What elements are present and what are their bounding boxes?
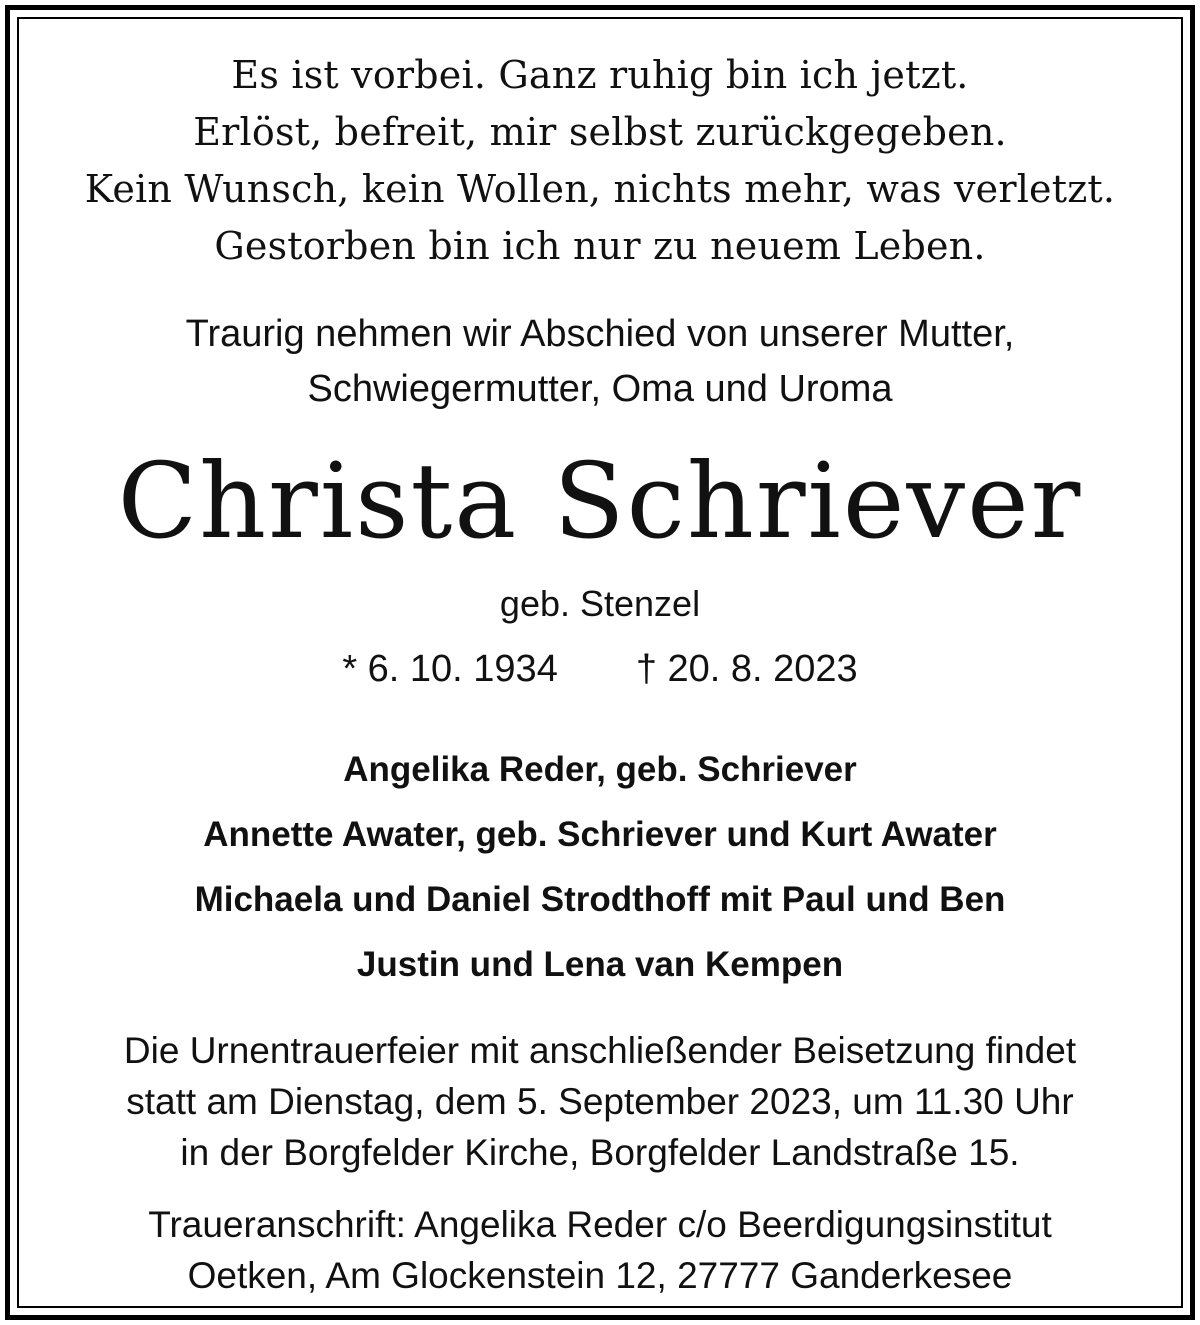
mourner-entry: Justin und Lena van Kempen <box>356 945 844 984</box>
poem-line: Es ist vorbei. Ganz ruhig bin ich jetzt. <box>231 53 969 97</box>
poem <box>19 47 1181 275</box>
birth-date: * 6. 10. 1934 <box>342 648 558 690</box>
poem-line: Gestorben bin ich nur zu neuem Leben. <box>214 224 986 268</box>
address-line: Traueranschrift: Angelika Reder c/o Beerdigungsinstitut <box>148 1204 1052 1245</box>
death-date: † 20. 8. 2023 <box>635 648 858 690</box>
mourner-entry: Annette Awater, geb. Schriever und Kurt Awater <box>203 815 997 854</box>
mourning-address <box>19 1199 1181 1301</box>
birth-name: geb. Stenzel <box>499 583 701 624</box>
intro-line: Traurig nehmen wir Abschied von unserer Mutter, <box>185 313 1015 355</box>
deceased-name: Christa Schriever <box>117 440 1083 562</box>
ceremony-line: statt am Dienstag, dem 5. September 2023, um 11.30 Uhr <box>126 1081 1074 1122</box>
ceremony-info <box>19 1025 1181 1178</box>
poem-line: Kein Wunsch, kein Wollen, nichts mehr, was verletzt. <box>84 167 1116 211</box>
mourner-entry: Michaela und Daniel Strodthoff mit Paul und Ben <box>194 880 1006 919</box>
ceremony-line: in der Borgfelder Kirche, Borgfelder Landstraße 15. <box>180 1132 1020 1173</box>
address-line: Oetken, Am Glockenstein 12, 27777 Ganderkesee <box>187 1255 1013 1296</box>
mourner-entry: Angelika Reder, geb. Schriever <box>343 750 857 789</box>
life-dates <box>19 641 1181 697</box>
poem-line: Erlöst, befreit, mir selbst zurückgegeben. <box>193 110 1007 154</box>
ceremony-line: Die Urnentrauerfeier mit anschließender Beisetzung findet <box>123 1030 1077 1071</box>
mourners-list <box>19 737 1181 997</box>
intro-line: Schwiegermutter, Oma und Uroma <box>307 368 893 410</box>
intro-text <box>19 307 1181 417</box>
obituary-notice <box>19 19 1181 1306</box>
